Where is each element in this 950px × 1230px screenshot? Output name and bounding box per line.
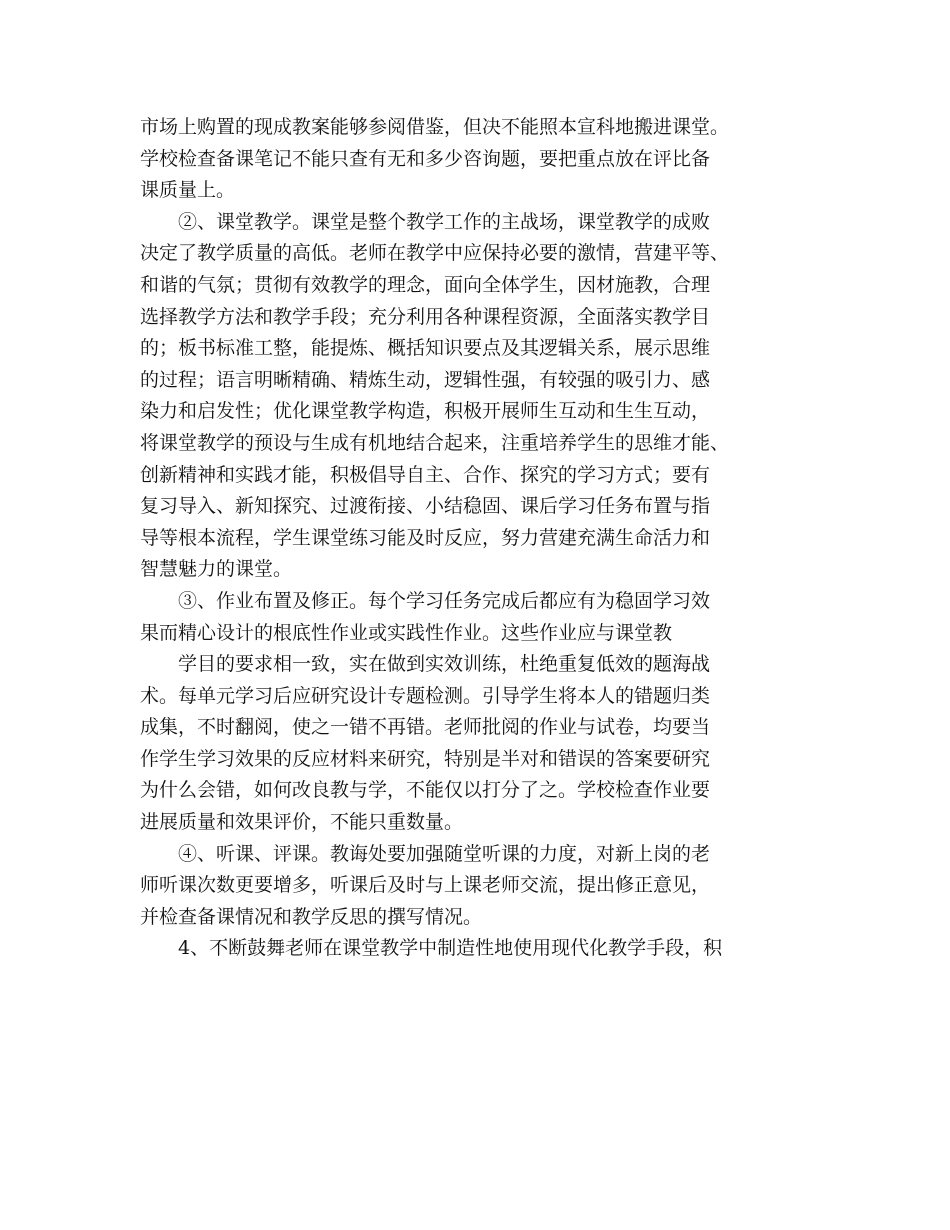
text-line: 将课堂教学的预设与生成有机地结合起来，注重培养学生的思维才能、 <box>140 431 730 454</box>
text-line: 4、不断鼓舞老师在课堂教学中制造性地使用现代化教学手段，积 <box>178 937 723 960</box>
text-line: 术。每单元学习后应研究设计专题检测。引导学生将本人的错题归类 <box>140 684 711 707</box>
text-line: 和谐的气氛；贯彻有效教学的理念，面向全体学生，因材施教，合理 <box>140 273 711 296</box>
text-line: ④、听课、评课。教诲处要加强随堂听课的力度，对新上岗的老 <box>178 842 711 865</box>
text-line: 染力和启发性；优化课堂教学构造，积极开展师生互动和生生互动， <box>140 400 711 423</box>
text-line: ②、课堂教学。课堂是整个教学工作的主战场，课堂教学的成败 <box>178 210 711 233</box>
text-line: 学校检查备课笔记不能只查有无和多少咨询题，要把重点放在评比备 <box>140 147 711 170</box>
text-line: 决定了教学质量的高低。老师在教学中应保持必要的激情，营建平等、 <box>140 242 730 265</box>
text-line: 课质量上。 <box>140 179 236 202</box>
text-line: 师听课次数更要增多，听课后及时与上课老师交流，提出修正意见， <box>140 874 711 897</box>
text-line: 市场上购置的现成教案能够参阅借鉴，但决不能照本宣科地搬进课堂。 <box>140 116 730 138</box>
text-line: 智慧魅力的课堂。 <box>140 558 293 581</box>
text-line: 选择教学方法和教学手段；充分利用各种课程资源，全面落实教学目 <box>140 305 711 328</box>
text-line: 并检查备课情况和教学反思的撰写情况。 <box>140 905 483 928</box>
text-line: 的；板书标准工整，能提炼、概括知识要点及其逻辑关系，展示思维 <box>140 337 711 360</box>
text-line: 作学生学习效果的反应材料来研究，特别是半对和错误的答案要研究 <box>140 747 711 770</box>
text-line: 为什么会错，如何改良教与学，不能仅以打分了之。学校检查作业要 <box>140 779 711 802</box>
text-line: 复习导入、新知探究、过渡衔接、小结稳固、课后学习任务布置与指 <box>140 495 711 518</box>
text-line: 导等根本流程，学生课堂练习能及时反应，努力营建充满生命活力和 <box>140 526 711 549</box>
text-line: 果而精心设计的根底性作业或实践性作业。这些作业应与课堂教 <box>140 621 673 644</box>
text-line: 的过程；语言明晰精确、精炼生动，逻辑性强，有较强的吸引力、感 <box>140 368 711 391</box>
text-line: ③、作业布置及修正。每个学习任务完成后都应有为稳固学习效 <box>178 589 711 612</box>
text-line: 学目的要求相一致，实在做到实效训练，杜绝重复低效的题海战 <box>178 653 711 676</box>
text-line: 成集，不时翻阅，使之一错不再错。老师批阅的作业与试卷，均要当 <box>140 716 711 739</box>
text-line: 创新精神和实践才能，积极倡导自主、合作、探究的学习方式；要有 <box>140 463 711 486</box>
body-text <box>140 112 820 965</box>
text-line: 进展质量和效果评价，不能只重数量。 <box>140 811 464 834</box>
